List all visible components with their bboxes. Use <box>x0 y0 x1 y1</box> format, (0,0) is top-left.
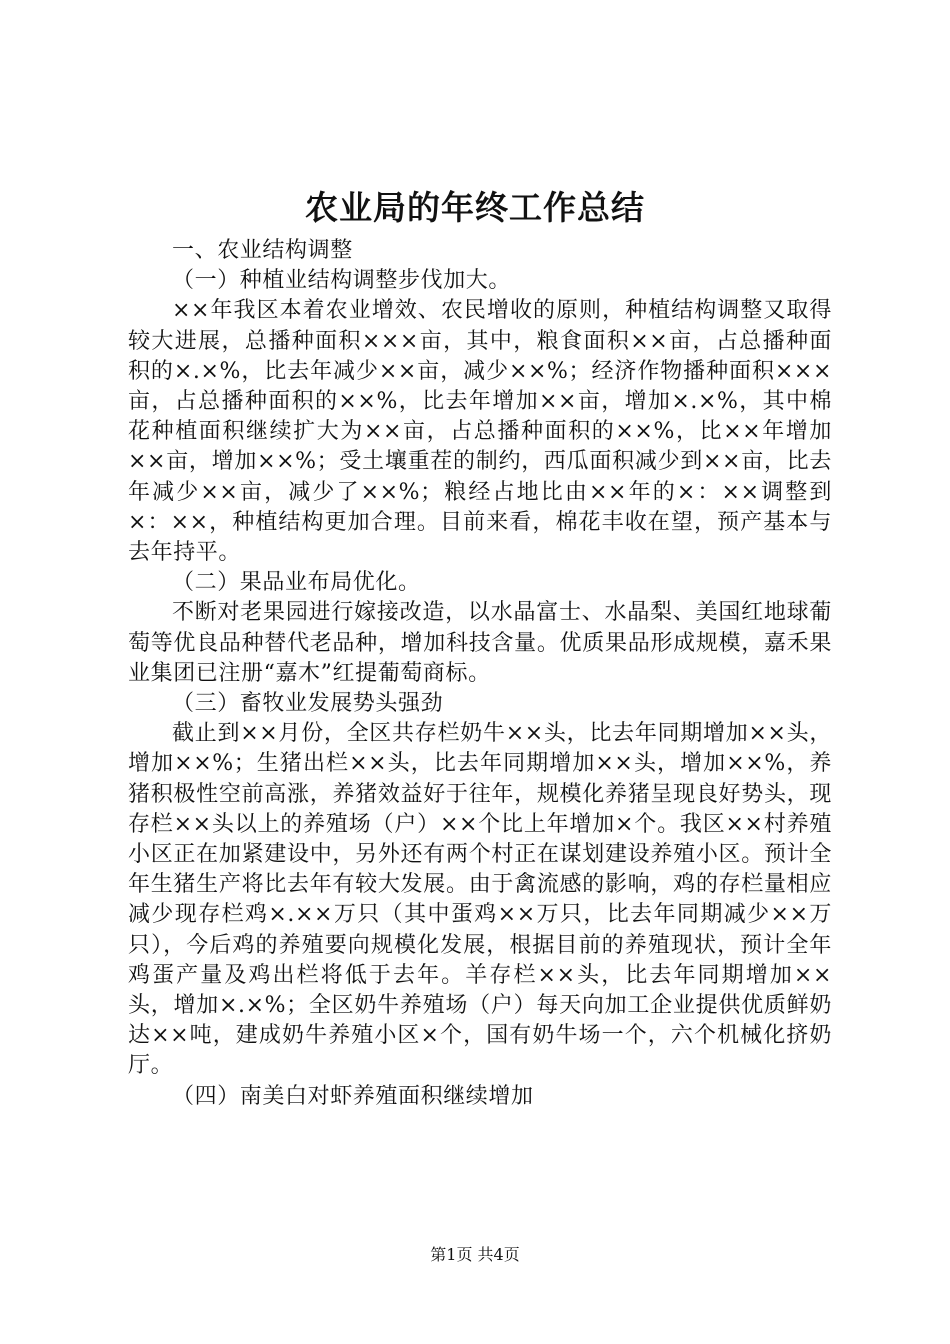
subsection-heading: （二）果品业布局优化。 <box>172 570 421 596</box>
document-body <box>128 236 832 1112</box>
subsection-heading: （一）种植业结构调整步伐加大。 <box>172 268 512 294</box>
subsection-heading: （三）畜牧业发展势头强劲 <box>172 691 444 717</box>
body-paragraph: 截止到××月份，全区共存栏奶牛××头，比去年同期增加××头，增加××%；生猪出栏××头，比去年同期增加××头，增加××%，养猪积极性空前高涨，养猪效益好于往年，规模化养猪呈现良好势头，现存栏××头以上的养殖场（户）××个比上年增加×个。我区××村养殖小区正在加紧建设中，另外还有两个村正在谋划建设养殖小区。预计全年生猪生产将比去年有较大发展。由于禽流感的影响，鸡的存栏量相应减少现存栏鸡×.××万只（其中蛋鸡××万只，比去年同期减少××万只），今后鸡的养殖要向规模化发展，根据目前的养殖现状，预计全年鸡蛋产量及鸡出栏将低于去年。羊存栏××头，比去年同期增加××头，增加×.×%；全区奶牛养殖场（户）每天向加工企业提供优质鲜奶达××吨，建成奶牛养殖小区×个，国有奶牛场一个，六个机械化挤奶厅。 <box>128 721 832 1079</box>
body-paragraph: 不断对老果园进行嫁接改造，以水晶富士、水晶梨、美国红地球葡萄等优良品种替代老品种，增加科技含量。优质果品形成规模，嘉禾果业集团已注册“嘉木”红提葡萄商标。 <box>128 600 832 686</box>
document-title: 农业局的年终工作总结 <box>305 188 645 227</box>
page-number-footer: 第1页 共4页 <box>430 1245 520 1264</box>
section-heading: 一、农业结构调整 <box>172 238 353 263</box>
body-paragraph: ××年我区本着农业增效、农民增收的原则，种植结构调整又取得较大进展，总播种面积×××亩，其中，粮食面积××亩，占总播种面积的×.×%，比去年减少××亩，减少××%；经济作物播种面积×××亩，占总播种面积的××%，比去年增加××亩，增加×.×%，其中棉花种植面积继续扩大为××亩，占总播种面积的××%，比××年增加××亩，增加××%；受土壤重茬的制约，西瓜面积减少到××亩，比去年减少××亩，减少了××%；粮经占地比由××年的×：××调整到×：××，种植结构更加合理。目前来看，棉花丰收在望，预产基本与去年持平。 <box>128 298 832 566</box>
subsection-heading: （四）南美白对虾养殖面积继续增加 <box>172 1083 534 1109</box>
